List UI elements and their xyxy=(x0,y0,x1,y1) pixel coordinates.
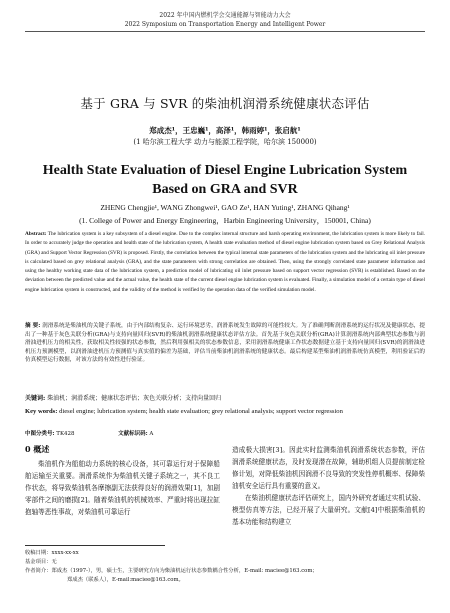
footnotes xyxy=(25,549,425,585)
footnote-rule xyxy=(25,545,165,546)
cn-affiliation: (1 哈尔滨工程大学 动力与能源工程学院，哈尔滨 150000) xyxy=(133,138,317,146)
keywords-en xyxy=(25,407,425,416)
body-left-column: 柴油机作为船舶动力系统的核心设备，其可靠运行对于保障船舶运输至关重要。润滑系统作为柴油机关键子系统之一，其不良工作状态，将导致柴油机各摩擦副无法获得良好的润滑效果[1]，加剧零部件之间的磨损[2]。随着柴油机的机械效率、严重时将出现拉缸抱轴等恶性事故，对柴油机可靠运行 xyxy=(25,460,220,516)
body-right-column xyxy=(232,444,425,528)
en-title-line2: Based on GRA and SVR xyxy=(152,182,298,197)
abstract-cn xyxy=(25,322,425,365)
keywords-cn xyxy=(25,394,425,403)
cn-title: 基于 GRA 与 SVR 的柴油机润滑系统健康状态评估 xyxy=(80,96,370,111)
footnote-received: 收稿日期：xxxx-xx-xx xyxy=(25,550,79,556)
body-right-para1: 造成极大损害[3]。因此实时监测柴油机润滑系统状态参数，评估润滑系统健康状态，及时发现潜在故障，辅助机组人员提前制定检修计划，对降低柴油机因润滑不良导致的突发性停机概率、保障柴油机安全运行具有重要的意义。 xyxy=(232,446,425,490)
keywords-cn-label: 关键词: xyxy=(25,395,46,402)
abstract-cn-label: 摘 要: xyxy=(25,323,41,329)
doc-code-value: A xyxy=(149,431,154,437)
cn-authors: 郑成杰¹，王忠巍¹，高泽¹，韩雨婷¹，张启航¹ xyxy=(149,126,301,135)
en-title-line1: Health State Evaluation of Diesel Engine Lubrication System xyxy=(42,163,408,178)
keywords-cn-text: 柴油机；润滑系统；健康状态评估；灰色关联分析；支持向量回归 xyxy=(47,395,222,402)
footnote-author: 作者简介：郑成杰（1997-），男，硕士生，主要研究方向为柴油机运行状态参数耦合性分析，E-mail: maciee@163.com； xyxy=(25,568,318,574)
footnote-fund: 基金项目：无 xyxy=(25,559,57,565)
clc-label: 中图分类号: xyxy=(25,431,55,437)
section-heading: 0 概述 xyxy=(25,444,50,454)
en-authors: ZHENG Chengjie¹, WANG Zhongwei¹, GAO Ze¹, HAN Yuting¹, ZHANG Qihang¹ xyxy=(100,203,350,212)
conference-header-en: 2022 Symposium on Transportation Energy and Intelligent Power xyxy=(124,21,326,28)
doc-code-label: 文献标识码: xyxy=(118,431,148,437)
body-right-para2: 在柴油机健康状态评估研究上，国内外研究者通过实机试验、模型仿真等方法，已经开展了大量研究。文献[4]中根据柴油机的基本功能和结构建立 xyxy=(232,494,425,526)
en-title xyxy=(0,161,450,199)
header-rule xyxy=(25,31,425,32)
classification-line xyxy=(25,429,153,437)
clc-value: TK428 xyxy=(56,431,75,437)
abstract-en xyxy=(25,230,425,295)
keywords-en-text: diesel engine; lubrication system; health state evaluation; grey relational analysis; support vector regression xyxy=(59,408,343,415)
abstract-cn-text: 润滑系统是柴油机的关键子系统，由于内部结构复杂、运行环境恶劣，润滑系统发生故障的可能性较大。为了准确判断润滑系统的运行状况及健康状态，提出了一种基于灰色关联分析(GRA)与支持向量回归(SVR)的柴油机润滑系统健康状态评估方法。首先基于灰色关联分析(GRA)计算润滑系统内部典型状态参数与润滑油进机压力的相关性，获取相关性较强的状态参数，然后利用强相关的状态参数信息，采用润滑系统健康工作状态数据建立基于支持向量回归(SVR)的润滑油进机压力预测模型，以润滑油进机压力预测值与真实值的偏差为基础，评估当前柴油机润滑系统的健康状态。最后构建某型柴油机润滑系统仿真模型，利用验证后的仿真模型运行数据，对该方法的有效性进行验证。 xyxy=(25,323,425,364)
footnote-contact: 郑成杰（联系人），E-mail:maciee@163.com。 xyxy=(67,577,184,583)
en-affiliation: (1. College of Power and Energy Engineering，Harbin Engineering University，150001, China) xyxy=(79,216,371,225)
abstract-en-label: Abstract: xyxy=(25,231,47,237)
keywords-en-label: Key words: xyxy=(25,408,58,415)
conference-header-cn: 2022 年中国内燃机学会交通能源与智能动力大会 xyxy=(159,12,291,19)
abstract-en-text: The lubrication system is a key subsystem of a diesel engine. Due to the complex internal structure and harsh operating environment, the lubrication system is more likely to fail. In order to accurately judge the operation and health state of the lubrication system, A health state evaluation method of diesel engine lubrication system based on Grey Relational Analysis (GRA) and Support Vector Regression (SVR) is proposed. Firstly, the correlation between the typical internal state parameters of the lubrication system and the lubricating oil inlet pressure is calculated based on grey relational analysis (GRA), and the state parameters with strong correlation are obtained. Then, using the strongly correlated state parameter information and using the healthy working state data of the lubrication system, a prediction model of lubricating oil inlet pressure based on support vector regression (SVR) is established. Based on the deviation between the predicted value and the actual value, the health state of the current diesel engine lubrication system is evaluated. Finally, a simulation model of a certain type of diesel engine lubrication system is constructed, and the validity of the method is verified by the operation data of the verified simulation model. xyxy=(25,231,425,293)
